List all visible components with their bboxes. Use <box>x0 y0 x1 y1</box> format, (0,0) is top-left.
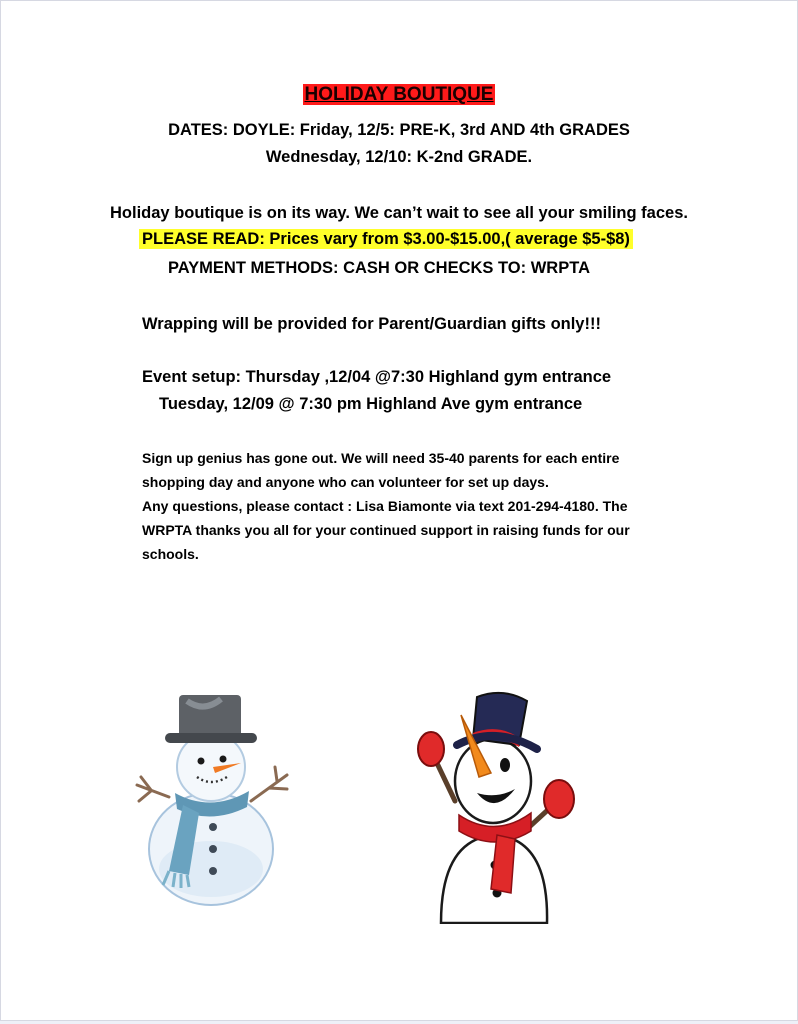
setup-line-2: Tuesday, 12/09 @ 7:30 pm Highland Ave gym entrance <box>159 395 583 413</box>
dates-line-1: DATES: DOYLE: Friday, 12/5: PRE-K, 3rd AND 4th GRADES <box>168 121 630 139</box>
prices-note <box>139 230 633 249</box>
fine-print-line: schools. <box>142 546 199 562</box>
payment-methods: PAYMENT METHODS: CASH OR CHECKS TO: WRPTA <box>168 259 590 277</box>
wrapping-note: Wrapping will be provided for Parent/Guardian gifts only!!! <box>142 315 601 333</box>
fine-print-line: shopping day and anyone who can volunteer for set up days. <box>142 474 549 490</box>
prices-note-text: PLEASE READ: Prices vary from $3.00-$15.00,( average $5-$8) <box>139 229 633 249</box>
fine-print-line: Any questions, please contact : Lisa Biamonte via text 201-294-4180. The <box>142 498 628 514</box>
dates-line-2: Wednesday, 12/10: K-2nd GRADE. <box>265 148 533 166</box>
fine-print-line: WRPTA thanks you all for your continued support in raising funds for our <box>142 522 630 538</box>
fine-print-line: Sign up genius has gone out. We will need 35-40 parents for each entire <box>142 450 620 466</box>
flyer-title <box>1 84 797 106</box>
intro-text: Holiday boutique is on its way. We can’t wait to see all your smiling faces. <box>110 204 688 222</box>
watercolor-snowman-icon <box>129 689 304 914</box>
fine-print <box>142 446 682 566</box>
cartoon-snowman-icon <box>411 689 581 924</box>
flyer-title-text: HOLIDAY BOUTIQUE <box>304 84 494 105</box>
setup-line-1: Event setup: Thursday ,12/04 @7:30 Highland gym entrance <box>142 368 612 386</box>
